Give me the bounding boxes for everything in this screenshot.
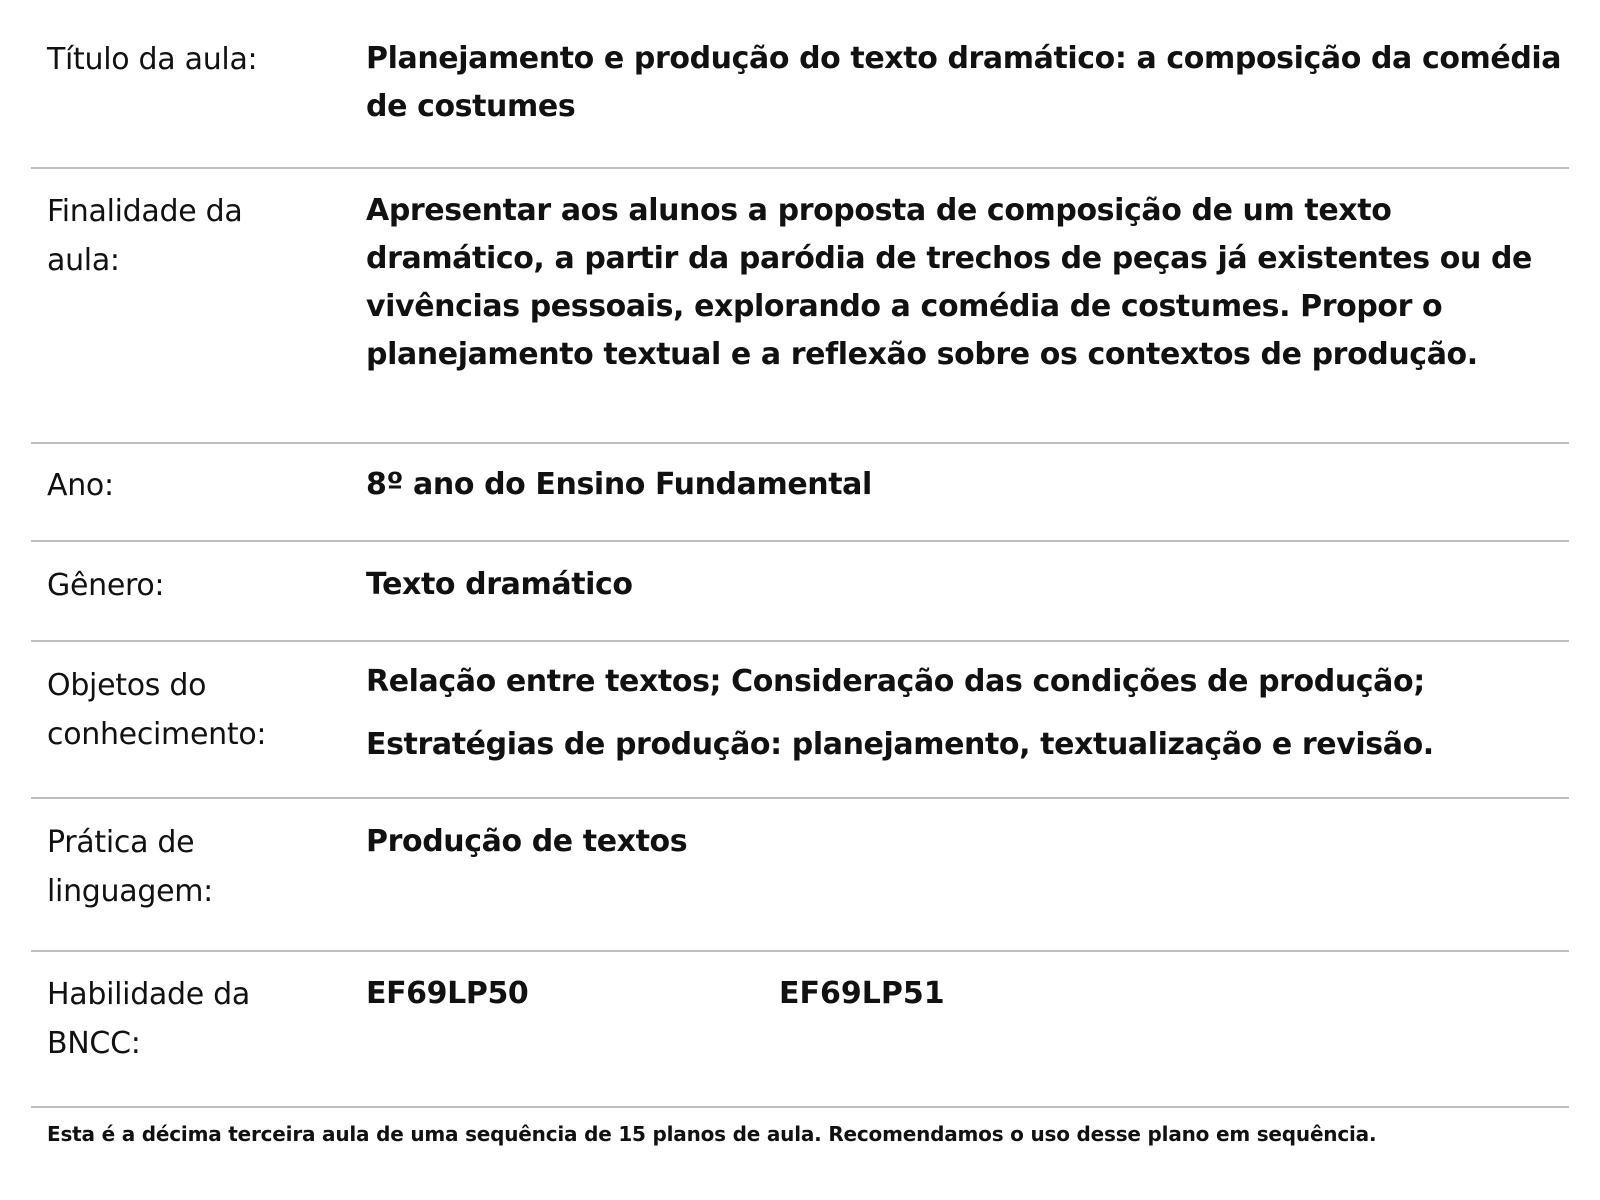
divider [31,640,1569,642]
divider [31,797,1569,799]
row-value: 8º ano do Ensino Fundamental [366,467,872,502]
row-value: Relação entre textos; Consideração das condições de produção; [366,664,1425,699]
row-value: Texto dramático [366,567,633,602]
row-label: Gênero: [47,568,165,603]
row-label: Ano: [47,468,114,503]
divider [31,950,1569,952]
divider [31,167,1569,169]
row-label: Prática de linguagem: [47,825,213,909]
divider [31,1106,1569,1108]
row-label: Habilidade da BNCC: [47,977,250,1061]
divider [31,540,1569,542]
row-value-2: Estratégias de produção: planejamento, textualização e revisão. [366,727,1434,762]
row-label: Objetos do conhecimento: [47,668,267,752]
row-value: Produção de textos [366,824,688,859]
bncc-code-1: EF69LP50 [366,976,529,1011]
sequence-note: Esta é a décima terceira aula de uma sequência de 15 planos de aula. Recomendamos o uso desse plano em sequência. [47,1122,1377,1146]
row-value: Planejamento e produção do texto dramático: a composição da comédia de costumes [366,41,1562,124]
divider [31,442,1569,444]
row-label: Finalidade da aula: [47,194,243,278]
row-label: Título da aula: [47,42,258,77]
bncc-code-2: EF69LP51 [779,976,945,1011]
row-value: Apresentar aos alunos a proposta de composição de um texto dramático, a partir da paródia de trechos de peças já existentes ou de vivências pessoais, explorando a comédia de costumes. Propor o planejamento textual e a reflexão sobre os contextos de produção. [366,193,1532,372]
